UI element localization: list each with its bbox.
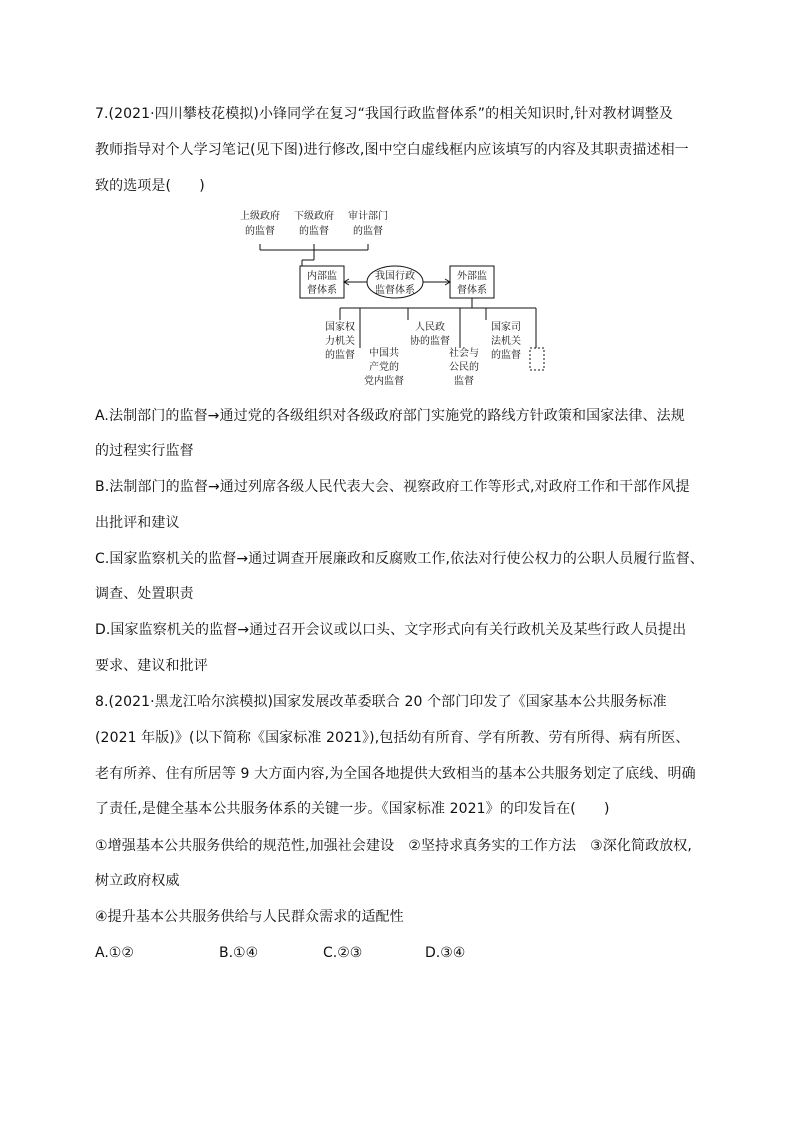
top-label-1b: 的监督 xyxy=(245,226,275,237)
top-label-2a: 下级政府 xyxy=(294,211,334,222)
q8-statement-line-3: ④提升基本公共服务供给与人民群众需求的适配性 xyxy=(95,909,404,925)
bottom-label-2b: 产党的 xyxy=(369,362,399,373)
outer-box-line-1: 外部监 xyxy=(457,271,487,282)
q8-choice-d: D.③④ xyxy=(425,945,466,961)
q7-option-a-line-1: A.法制部门的监督→通过党的各级组织对各级政府部门实施党的路线方针政策和国家法律、法规 xyxy=(95,408,685,424)
q8-choice-c: C.②③ xyxy=(323,945,363,961)
q7-option-c-line-2: 调查、处置职责 xyxy=(95,586,194,602)
bottom-label-5a: 国家司 xyxy=(491,322,521,333)
q8-line-1: 8.(2021·黑龙江哈尔滨模拟)国家发展改革委联合 20 个部门印发了《国家基本公共服务标准 xyxy=(95,694,667,710)
center-line-1: 我国行政 xyxy=(375,271,415,282)
bottom-label-3a: 人民政 xyxy=(415,322,445,333)
bottom-label-1c: 的监督 xyxy=(325,350,355,361)
q7-option-c-line-1: C.国家监察机关的监督→通过调查开展廉政和反腐败工作,依法对行使公权力的公职人员履行监督、 xyxy=(95,551,704,567)
q8-line-4: 了责任,是健全基本公共服务体系的关键一步。《国家标准 2021》的印发旨在( ) xyxy=(95,801,610,817)
q8-statement-line-1: ①增强基本公共服务供给的规范性,加强社会建设 ②坚持求真务实的工作方法 ③深化简政放权, xyxy=(95,838,692,854)
q8-choice-b: B.①④ xyxy=(219,945,259,961)
bottom-label-5c: 的监督 xyxy=(491,350,521,361)
q8-choice-a: A.①② xyxy=(95,945,134,961)
q7-option-d-line-2: 要求、建议和批评 xyxy=(95,658,208,674)
q7-option-b-line-2: 出批评和建议 xyxy=(95,515,180,531)
q7-option-b-line-1: B.法制部门的监督→通过列席各级人民代表大会、视察政府工作等形式,对政府工作和干部作风提 xyxy=(95,479,690,495)
supervision-diagram xyxy=(230,206,570,392)
q7-line-1: 7.(2021·四川攀枝花模拟)小锋同学在复习“我国行政监督体系”的相关知识时,针对教材调整及 xyxy=(95,106,674,122)
bottom-label-1a: 国家权 xyxy=(325,322,355,333)
q7-line-2: 教师指导对个人学习笔记(见下图)进行修改,图中空白虚线框内应该填写的内容及其职责描述相一 xyxy=(95,142,689,158)
q7-option-a-line-2: 的过程实行监督 xyxy=(95,443,194,459)
q8-line-2: (2021 年版)》(以下简称《国家标准 2021》),包括幼有所育、学有所教、劳有所得、病有所医、 xyxy=(95,730,690,746)
top-label-3a: 审计部门 xyxy=(348,211,388,222)
inner-box-line-1: 内部监 xyxy=(307,271,337,282)
q7-option-d-line-1: D.国家监察机关的监督→通过召开会议或以口头、文字形式向有关行政机关及某些行政人员提出 xyxy=(95,622,687,638)
bottom-label-4a: 社会与 xyxy=(449,348,479,359)
inner-box-line-2: 督体系 xyxy=(307,285,337,296)
bottom-label-5b: 法机关 xyxy=(491,336,521,347)
top-label-1a: 上级政府 xyxy=(240,211,280,222)
q8-statement-line-2: 树立政府权威 xyxy=(95,873,180,889)
bottom-label-2c: 党内监督 xyxy=(364,376,404,387)
top-label-2b: 的监督 xyxy=(299,226,329,237)
bottom-label-4b: 公民的 xyxy=(449,362,479,373)
center-line-2: 监督体系 xyxy=(375,285,415,296)
bottom-label-3b: 协的监督 xyxy=(410,336,450,347)
bottom-label-2a: 中国共 xyxy=(369,348,399,359)
q7-line-3: 致的选项是( ) xyxy=(95,178,205,194)
outer-box-line-2: 督体系 xyxy=(457,285,487,296)
top-label-3b: 的监督 xyxy=(353,226,383,237)
q8-line-3: 老有所养、住有所居等 9 大方面内容,为全国各地提供大致相当的基本公共服务划定了底线、明确 xyxy=(95,766,696,782)
bottom-label-1b: 力机关 xyxy=(325,336,355,347)
bottom-label-4c: 监督 xyxy=(454,376,474,387)
